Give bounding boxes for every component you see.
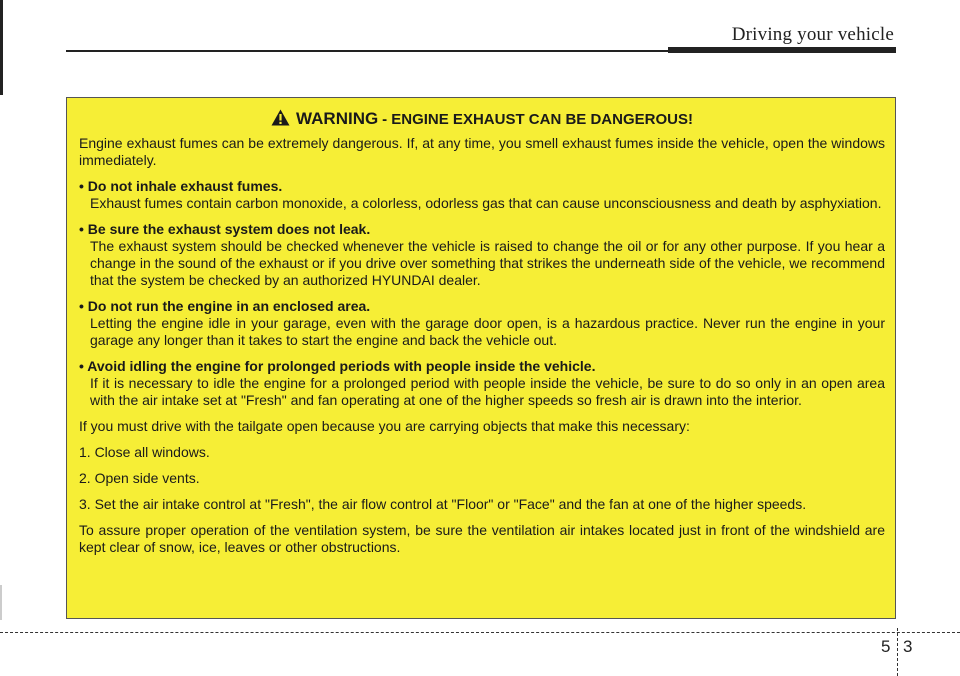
- section-title: Driving your vehicle: [731, 24, 894, 45]
- page-number-separator: [897, 628, 898, 676]
- step-item: 1. Close all windows.: [79, 444, 210, 460]
- footer-rule: [0, 632, 960, 633]
- bullet-heading-inhale: • Do not inhale exhaust fumes.: [79, 178, 283, 194]
- warning-triangle-icon: [271, 109, 290, 126]
- page-edge-mark-lower: [0, 585, 2, 620]
- warning-intro: Engine exhaust fumes can be extremely dangerous. If, at any time, you smell exhaust fumes inside the vehicle, open the windows immediately.: [79, 135, 885, 168]
- page-number: 3: [903, 637, 913, 656]
- tailgate-intro: If you must drive with the tailgate open because you are carrying objects that make this necessary:: [79, 418, 690, 434]
- page-edge-mark: [0, 0, 3, 95]
- warning-title: - ENGINE EXHAUST CAN BE DANGEROUS!: [382, 111, 693, 128]
- bullet-body-leak: The exhaust system should be checked whenever the vehicle is raised to change the oil or for any other purpose. If you hear a change in the sound of the exhaust or if you drive over something that strikes the underneath side of the vehicle, we recommend that the system be checked by an authorized HYUNDAI dealer.: [90, 238, 885, 288]
- step-item: 2. Open side vents.: [79, 470, 200, 486]
- bullet-heading-idling: • Avoid idling the engine for prolonged periods with people inside the vehicle.: [79, 358, 596, 374]
- bullet-heading-leak: • Be sure the exhaust system does not leak.: [79, 221, 371, 237]
- header-rule-accent: [668, 47, 896, 53]
- closing-note: To assure proper operation of the ventilation system, be sure the ventilation air intakes located just in front of the windshield are kept clear of snow, ice, leaves or other obstructions.: [79, 522, 885, 555]
- bullet-body-idling: If it is necessary to idle the engine for a prolonged period with people inside the vehicle, be sure to do so only in an open area with the air intake set at "Fresh" and fan operating at one of the higher speeds so fresh air is drawn into the interior.: [90, 375, 885, 408]
- warning-label: WARNING: [296, 109, 379, 128]
- bullet-body-enclosed: Letting the engine idle in your garage, even with the garage door open, is a hazardous practice. Never run the engine in your garage any longer than it takes to start the engine and back the vehicle out.: [90, 315, 885, 348]
- bullet-heading-enclosed: • Do not run the engine in an enclosed area.: [79, 298, 371, 314]
- bullet-body-inhale: Exhaust fumes contain carbon monoxide, a colorless, odorless gas that can cause unconsciousness and death by asphyxiation.: [90, 195, 882, 211]
- section-number: 5: [881, 637, 891, 656]
- warning-heading: [79, 108, 885, 131]
- step-item: 3. Set the air intake control at "Fresh", the air flow control at "Floor" or "Face" and the fan at one of the higher speeds.: [79, 496, 807, 512]
- warning-box: [66, 97, 896, 619]
